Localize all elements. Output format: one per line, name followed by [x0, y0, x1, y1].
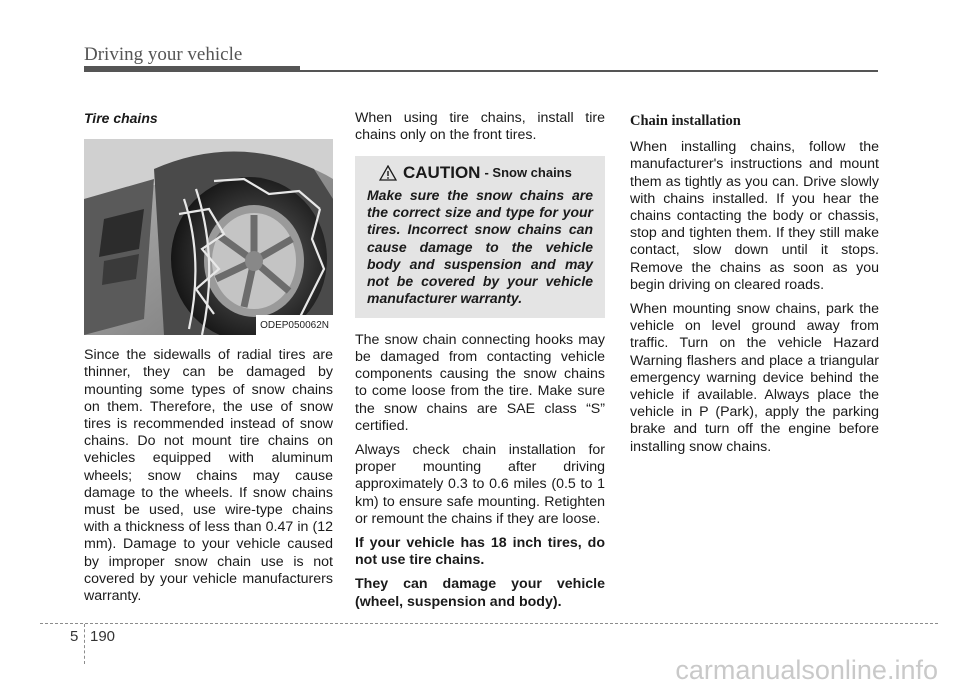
- column-2: [355, 110, 605, 618]
- connecting-hooks-paragraph: The snow chain connecting hooks may be damaged from contacting vehicle components causing the snow chains to come loose from the tire. Make sure the snow chains are SAE class “S” certified.: [355, 331, 605, 434]
- column-3: [630, 110, 879, 463]
- chapter-number: 5: [70, 628, 79, 645]
- header-bar-thick: [84, 66, 300, 72]
- damage-warning: They can damage your vehicle (wheel, suspension and body).: [355, 576, 605, 610]
- header-bar-thin: [300, 70, 878, 72]
- installing-chains-paragraph: When installing chains, follow the manufacturer's instructions and mount them as tightly as you can. Drive slowly with chains installed. If you hear the chains contacting the body or chassis, stop and tighten them. If they still make contact, slow down until it stops. Remove the chains as soon as you begin driving on cleared roads.: [630, 139, 879, 293]
- tire-chain-figure: [84, 139, 333, 335]
- warning-triangle-icon: [379, 165, 397, 181]
- caution-box: [355, 156, 605, 317]
- footer-divider: [40, 623, 938, 624]
- watermark: carmanualsonline.info: [675, 655, 938, 685]
- caution-text: Make sure the snow chains are the correct size and type for your tires. Incorrect snow chains can cause damage to the vehicle body and suspension and may not be covered by your vehicle manufacturer warranty.: [367, 186, 593, 307]
- tire-chain-illustration: [84, 139, 333, 335]
- tire-size-warning: If your vehicle has 18 inch tires, do not use tire chains.: [355, 534, 605, 569]
- section-heading-tire-chains: Tire chains: [84, 110, 158, 126]
- caution-header: [379, 164, 593, 181]
- caution-subtitle: - Snow chains: [484, 165, 572, 181]
- section-heading-chain-installation: Chain installation: [630, 113, 741, 129]
- tire-chains-paragraph: Since the sidewalls of radial tires are thinner, they can be damaged by mounting some types of snow chains on them. Therefore, the use of snow tires is recommended instead of snow chains. Do not mount tire chains on vehicles equipped with aluminum wheels; snow chains may cause damage to the wheels. If snow chains must be used, use wire-type chains with a thickness of less than 0.47 in (12 mm). Damage to your vehicle caused by improper snow chain use is not covered by your vehicle manufacturers warranty.: [84, 347, 333, 605]
- header-title: Driving your vehicle: [84, 44, 243, 65]
- footer-vertical-divider: [84, 624, 85, 664]
- mounting-chains-paragraph: When mounting snow chains, park the vehicle on level ground away from traffic. Turn on the vehicle Hazard Warning flashers and place a triangular emergency warning device behind the vehicle if available. Always place the vehicle in P (Park), apply the parking brake and turn off the engine before installing snow chains.: [630, 301, 879, 455]
- check-installation-paragraph: Always check chain installation for proper mounting after driving approximately 0.3 to 0.6 miles (0.5 to 1 km) to ensure safe mounting. Retighten or remount the chains if they are loose.: [355, 441, 605, 527]
- front-tires-paragraph: When using tire chains, install tire chains only on the front tires.: [355, 110, 605, 144]
- page-number: 190: [90, 628, 116, 645]
- caution-word: CAUTION: [403, 163, 481, 183]
- figure-code-label: ODEP050062N: [256, 315, 333, 335]
- column-1: [84, 110, 333, 612]
